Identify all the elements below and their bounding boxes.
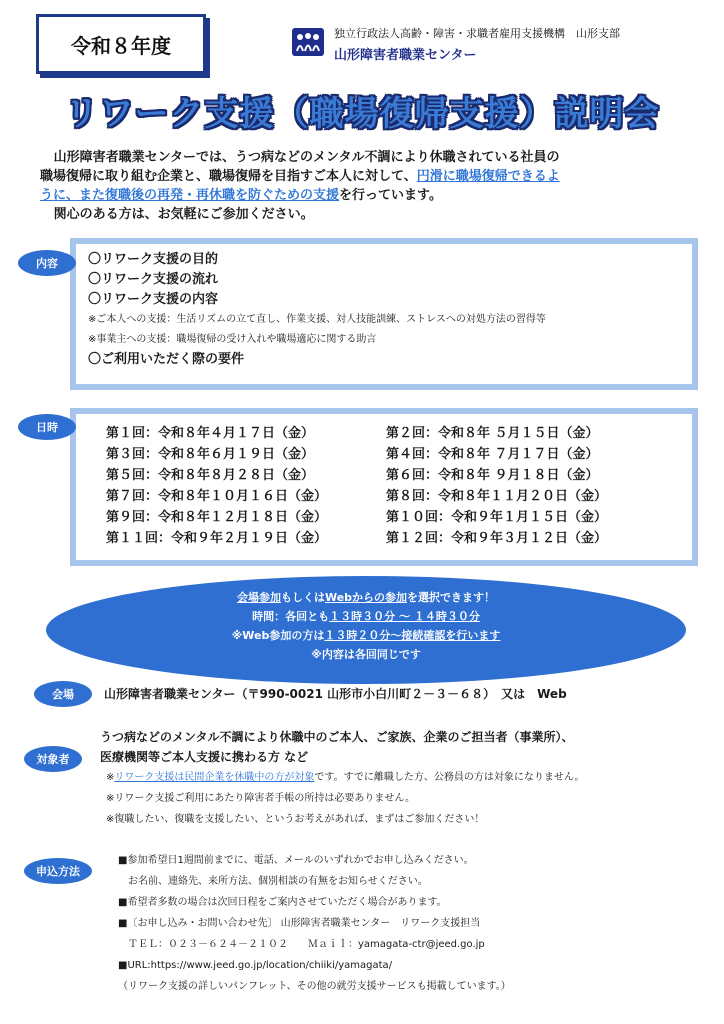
apply-contact[interactable]: ＴＥＬ：０２３－６２４－２１０２ Ｍａｉｌ：yamagata-ctr@jeed.go.jp	[118, 939, 485, 950]
content-note-employer: ※事業主への支援：職場復帰の受け入れや職場適応に関する助言	[88, 334, 377, 345]
schedule-tag: 日時	[18, 414, 76, 440]
content-section	[70, 238, 698, 390]
target-note-2: ※リワーク支援ご利用にあたり障害者手帳の所持は必要ありません。	[106, 793, 415, 804]
apply-url-link[interactable]: ■URL:https://www.jeed.go.jp/location/chiiki/yamagata/	[118, 960, 393, 971]
venue-text: 山形障害者職業センター（〒990-0021 山形市小白川町２－３－６８） 又は Web	[104, 687, 567, 701]
apply-section	[118, 850, 718, 997]
venue-tag: 会場	[34, 681, 92, 707]
target-note-3: ※復職したい、復職を支援したい、というお考えがあれば、まずはご参加ください！	[106, 814, 485, 825]
info-web: Webからの参加	[324, 591, 408, 604]
apply-line: （リワーク支援の詳しいパンフレット、その他の就労支援サービスも掲載しています。）	[118, 981, 511, 992]
info-web-note: ※Web参加の方は	[231, 629, 325, 642]
intro-line4: 関心のある方は、お気軽にご参加ください。	[53, 207, 314, 222]
target-note-highlight: リワーク支援は民間企業を休職中の方が対象	[114, 772, 315, 783]
session-date: 第８回：令和８年１１月２０日（金）	[386, 489, 608, 504]
intro-text	[40, 148, 690, 224]
target-main-2: 医療機関等ご本人支援に携わる方 など	[100, 750, 309, 764]
info-time: １３時３０分 ～ １４時３０分	[329, 610, 480, 623]
intro-highlight-1: 円滑に職場復帰できるよ	[416, 169, 560, 184]
apply-line: ■参加希望日1週間前までに、電話、メールのいずれかでお申し込みください。	[118, 855, 474, 866]
info-choose: を選択できます！	[407, 591, 496, 604]
info-banner	[46, 576, 686, 684]
content-note-individual: ※ご本人への支援：生活リズムの立て直し、作業支援、対人技能訓練、ストレスへの対処方法の習得等	[88, 314, 546, 325]
intro-line3: を行っています。	[339, 188, 442, 203]
session-date: 第３回：令和８年６月１９日（金）	[106, 447, 315, 462]
info-connect-check: １３時２０分～接続確認を行います	[324, 629, 501, 642]
target-note-mark: ※	[106, 772, 115, 783]
intro-highlight-2: うに、また復職後の再発・再休職を防ぐための支援	[40, 188, 340, 203]
target-section	[100, 727, 710, 830]
session-date: 第１１回：令和９年２月１９日（金）	[106, 531, 328, 546]
apply-line: お名前、連絡先、来所方法、個別相談の有無をお知らせください。	[118, 876, 428, 887]
session-date: 第７回：令和８年１０月１６日（金）	[106, 489, 328, 504]
content-tag: 内容	[18, 250, 76, 276]
apply-tag: 申込方法	[24, 858, 92, 884]
info-time-label: 時間：各回とも	[252, 610, 330, 623]
info-onsite: 会場参加	[236, 591, 281, 604]
schedule-grid	[106, 424, 692, 548]
organization-name: 独立行政法人高齢・障害・求職者雇用支援機構 山形支部	[334, 27, 620, 40]
target-main-1: うつ病などのメンタル不調により休職中のご本人、ご家族、企業のご担当者（事業所）、	[100, 730, 574, 744]
intro-line2: 職場復帰に取り組む企業と、職場復帰を目指すご本人に対して、	[40, 169, 417, 184]
intro-line1: 山形障害者職業センターでは、うつ病などのメンタル不調により休職されている社員の	[53, 150, 560, 165]
content-item-details: 〇リワーク支援の内容	[88, 292, 219, 307]
session-date: 第４回：令和８年 ７月１７日（金）	[386, 447, 599, 462]
session-date: 第５回：令和８年８月２８日（金）	[106, 468, 315, 483]
organization-logo-icon	[292, 28, 324, 56]
session-date: 第１２回：令和９年３月１２日（金）	[386, 531, 608, 546]
session-date: 第９回：令和８年１２月１８日（金）	[106, 510, 328, 525]
content-item-flow: 〇リワーク支援の流れ	[88, 272, 219, 287]
content-item-requirements: 〇ご利用いただく際の要件	[88, 352, 245, 367]
apply-line: ■〔お申し込み・お問い合わせ先〕 山形障害者職業センター リワーク支援担当	[118, 918, 481, 929]
session-date: 第１０回：令和９年１月１５日（金）	[386, 510, 608, 525]
session-date: 第１回：令和８年４月１７日（金）	[106, 426, 315, 441]
schedule-section	[70, 408, 698, 566]
session-date: 第６回：令和８年 ９月１８日（金）	[386, 468, 599, 483]
center-name: 山形障害者職業センター	[334, 48, 477, 63]
session-date: 第２回：令和８年 ５月１５日（金）	[386, 426, 599, 441]
year-badge: 令和８年度	[36, 14, 206, 74]
target-tag: 対象者	[24, 746, 82, 772]
target-note-1: です。すでに離職した方、公務員の方は対象になりません。	[314, 772, 585, 783]
info-same-content: ※内容は各回同じです	[311, 648, 421, 661]
info-or: もしくは	[280, 591, 325, 604]
content-item-purpose: 〇リワーク支援の目的	[88, 252, 219, 267]
page-title: リワーク支援（職場復帰支援）説明会	[64, 94, 660, 134]
apply-line: ■希望者多数の場合は次回日程をご案内させていただく場合があります。	[118, 897, 447, 908]
